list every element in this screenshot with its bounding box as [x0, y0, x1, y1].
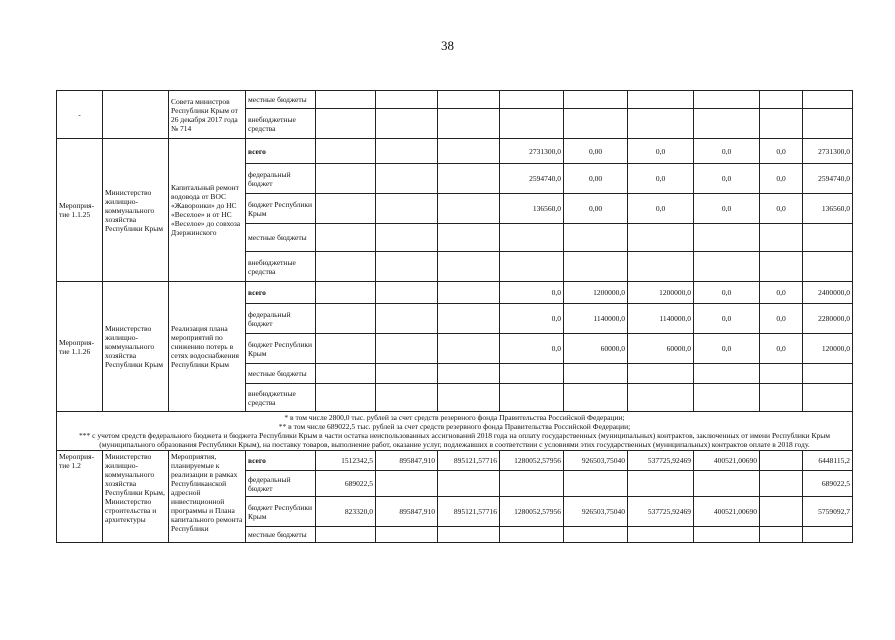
- value-cell: 895847,910: [376, 451, 438, 471]
- value-cell: 689022,5: [803, 471, 853, 497]
- category-federal: федеральный бюджет: [246, 304, 316, 334]
- category-extra: внебюджетные средства: [246, 384, 316, 412]
- table-row: [57, 139, 853, 164]
- value-cell: 0,0: [500, 282, 564, 304]
- table-row: [57, 282, 853, 304]
- category-total: всего: [246, 282, 316, 304]
- value-cell: 537725,92469: [628, 497, 694, 527]
- value-cell: 926503,75040: [564, 451, 628, 471]
- category-total: всего: [246, 139, 316, 164]
- measure-id-cell: Мероприя-тие 1.2: [57, 451, 103, 543]
- value-cell: 926503,75040: [564, 497, 628, 527]
- value-cell: 5759092,7: [803, 497, 853, 527]
- value-cell: 0,00: [564, 139, 628, 164]
- value-cell: 2400000,0: [803, 282, 853, 304]
- category-budget-rk: бюджет Республики Крым: [246, 194, 316, 224]
- value-cell: 1200000,0: [628, 282, 694, 304]
- table-row: [57, 451, 853, 471]
- measure-name-cell: Капитальный ремонт водовода от ВОС «Жаворонки» до НС «Веселое» и от НС «Веселое» до совхоза Дзержинского: [169, 139, 246, 282]
- value-cell: 400521,00690: [694, 451, 760, 471]
- footnote-3: *** с учетом средств федерального бюджета и бюджета Республики Крым в части остатка неиспользованных ассигнований 2018 года на оплату государственных (муниципальных) контрактов, заключенных от имени Республики Крым (муниципального образования Республики Крым), на поставку товаров, выполнение работ, оказание услуг, подлежавших в соответствии с условиями этих государственных (муниципальных) контрактов оплате в 2018 году.: [79, 431, 830, 449]
- footnote-1: * в том числе 2800,0 тыс. рублей за счет средств резервного фонда Правительства Российской Федерации;: [284, 413, 625, 422]
- value-cell: 0,0: [694, 304, 760, 334]
- category-total: всего: [246, 451, 316, 471]
- notes-row: [57, 412, 853, 451]
- value-cell: 1512342,5: [316, 451, 376, 471]
- measure-name-cell: Мероприятия, планируемые к реализации в рамках Республиканской адресной инвестиционной программы и Плана капитального ремонта Республики: [169, 451, 246, 543]
- value-cell: 2594740,0: [500, 164, 564, 194]
- executor-cell: [103, 91, 169, 139]
- measure-name-cell: Совета министров Республики Крым от 26 декабря 2017 года № 714: [169, 91, 246, 139]
- value-cell: 1200000,0: [564, 282, 628, 304]
- value-cell: 136560,0: [803, 194, 853, 224]
- value-cell: 823320,0: [316, 497, 376, 527]
- value-cell: 0,0: [760, 334, 803, 364]
- value-cell: 1140000,0: [564, 304, 628, 334]
- value-cell: 1280052,57956: [500, 497, 564, 527]
- value-cell: 2594740,0: [803, 164, 853, 194]
- value-cell: 0,0: [694, 334, 760, 364]
- value-cell: 2731300,0: [500, 139, 564, 164]
- category-local: местные бюджеты: [246, 364, 316, 384]
- value-cell: 2280000,0: [803, 304, 853, 334]
- value-cell: 1140000,0: [628, 304, 694, 334]
- value-cell: 0,0: [628, 164, 694, 194]
- value-cell: 0,0: [628, 194, 694, 224]
- value-cell: 1280052,57956: [500, 451, 564, 471]
- measure-id-cell: Мероприя-тие 1.1.26: [57, 282, 103, 412]
- measure-id-cell: Мероприя-тие 1.1.25: [57, 139, 103, 282]
- category-local: местные бюджеты: [246, 527, 316, 543]
- value-cell: 895121,57716: [438, 451, 500, 471]
- value-cell: 400521,00690: [694, 497, 760, 527]
- value-cell: 0,0: [694, 164, 760, 194]
- category-extra: внебюджетные средства: [246, 252, 316, 282]
- executor-cell: Министерство жилищно-коммунального хозяйства Республики Крым: [103, 282, 169, 412]
- executor-cell: Министерство жилищно-коммунального хозяйства Республики Крым, Министерство строительства и архитектуры: [103, 451, 169, 543]
- value-cell: 895847,910: [376, 497, 438, 527]
- measure-name-cell: Реализация плана мероприятий по снижению потерь в сетях водоснабжения Республики Крым: [169, 282, 246, 412]
- category-federal: федеральный бюджет: [246, 164, 316, 194]
- value-cell: 0,0: [500, 334, 564, 364]
- value-cell: 6448115,2: [803, 451, 853, 471]
- value-cell: 120000,0: [803, 334, 853, 364]
- value-cell: 0,0: [628, 139, 694, 164]
- value-cell: 136560,0: [500, 194, 564, 224]
- value-cell: 537725,92469: [628, 451, 694, 471]
- category-federal: федеральный бюджет: [246, 471, 316, 497]
- value-cell: 60000,0: [564, 334, 628, 364]
- category-local: местные бюджеты: [246, 224, 316, 252]
- value-cell: 0,0: [760, 304, 803, 334]
- value-cell: 0,0: [760, 139, 803, 164]
- table-row: [57, 91, 853, 109]
- category-budget-rk: бюджет Республики Крым: [246, 334, 316, 364]
- value-cell: 689022,5: [316, 471, 376, 497]
- executor-cell: Министерство жилищно-коммунального хозяйства Республики Крым: [103, 139, 169, 282]
- footnote-2: ** в том числе 689022,5 тыс. рублей за счет средств резервного фонда Правительства Российской Федерации;: [278, 422, 631, 431]
- value-cell: 0,0: [694, 282, 760, 304]
- category-budget-rk: бюджет Республики Крым: [246, 497, 316, 527]
- value-cell: 895121,57716: [438, 497, 500, 527]
- footnotes: [57, 412, 853, 451]
- measure-id-cell: -: [57, 91, 103, 139]
- value-cell: 0,0: [694, 139, 760, 164]
- category-local: местные бюджеты: [246, 91, 316, 109]
- value-cell: 2731300,0: [803, 139, 853, 164]
- value-cell: 0,0: [694, 194, 760, 224]
- value-cell: 60000,0: [628, 334, 694, 364]
- value-cell: 0,00: [564, 164, 628, 194]
- value-cell: 0,0: [500, 304, 564, 334]
- page-number: 38: [441, 38, 454, 53]
- value-cell: 0,00: [564, 194, 628, 224]
- budget-table: [56, 90, 853, 543]
- value-cell: 0,0: [760, 164, 803, 194]
- category-extra: внебюджетные средства: [246, 109, 316, 139]
- value-cell: 0,0: [760, 282, 803, 304]
- value-cell: 0,0: [760, 194, 803, 224]
